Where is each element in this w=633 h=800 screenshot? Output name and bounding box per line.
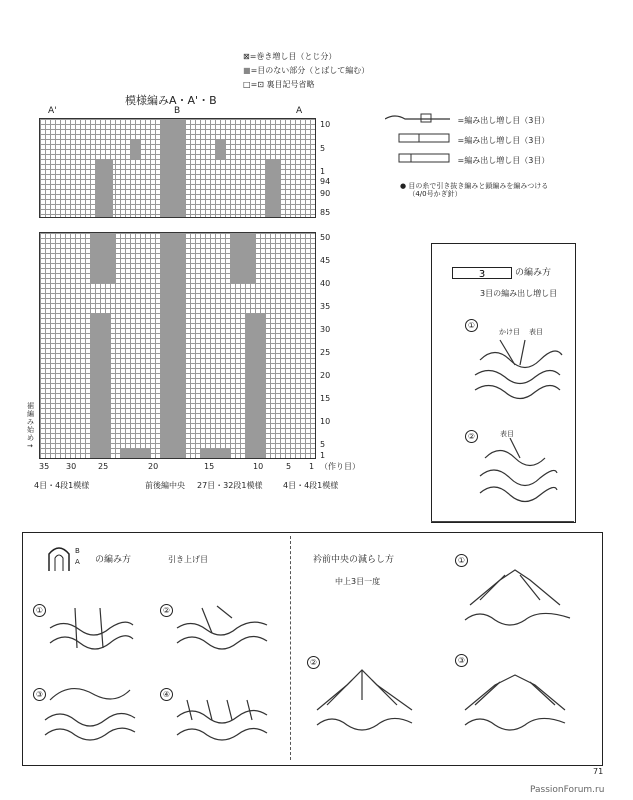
knitting-illustration bbox=[40, 680, 140, 745]
step-number: ② bbox=[465, 424, 478, 443]
row-number: 45 bbox=[320, 256, 331, 265]
increase-symbol-icon bbox=[385, 133, 455, 143]
step-number: ② bbox=[160, 598, 173, 617]
step-number: ① bbox=[465, 313, 478, 332]
tag-a: A bbox=[75, 558, 80, 566]
row-number: 35 bbox=[320, 302, 331, 311]
slip-stitch-symbol-icon bbox=[45, 546, 73, 576]
no-stitch-area bbox=[90, 313, 110, 458]
panel-left-title: の編み方 bbox=[95, 555, 132, 565]
legend-right-4: ● 目の糸で引き抜き編みと鎖編みを編みつける（4/0号かぎ針） bbox=[400, 182, 549, 198]
row-number: 30 bbox=[320, 325, 331, 334]
col-label-a: A bbox=[296, 106, 303, 116]
legend-top-3: □=⊡ 裏目記号省略 bbox=[243, 80, 315, 89]
knitting-illustration bbox=[470, 335, 565, 410]
knitting-illustration bbox=[312, 660, 417, 735]
increase-symbol-icon bbox=[385, 113, 455, 123]
no-stitch-area bbox=[130, 139, 140, 159]
row-number: 10 bbox=[320, 120, 331, 129]
no-stitch-area bbox=[265, 159, 280, 217]
col-number: 5 bbox=[286, 462, 292, 471]
start-note: （作り目） bbox=[320, 462, 360, 471]
increase-symbol-icon bbox=[452, 267, 512, 279]
bullet-icon: ● bbox=[400, 182, 407, 190]
row-number: 85 bbox=[320, 208, 331, 217]
no-stitch-area bbox=[160, 119, 185, 217]
panel-right-symbol bbox=[452, 264, 512, 283]
no-stitch-area bbox=[160, 233, 185, 458]
step-number: ① bbox=[455, 548, 468, 567]
row-number: 40 bbox=[320, 279, 331, 288]
knitting-illustration bbox=[45, 603, 135, 653]
legend-symbol: □ bbox=[243, 80, 251, 89]
panel-right-title: の編み方 bbox=[515, 268, 552, 278]
step-number: ③ bbox=[455, 648, 468, 667]
row-number: 15 bbox=[320, 394, 331, 403]
panel-right-subtitle: 3目の編み出し増し目 bbox=[480, 289, 558, 298]
no-stitch-area bbox=[120, 448, 150, 458]
col-number: 35 bbox=[39, 462, 50, 471]
legend-right-3: =編み出し増し目（3目） bbox=[385, 153, 549, 165]
panel-mid-subtitle: 中上3目一度 bbox=[335, 577, 381, 586]
watermark: PassionForum.ru bbox=[530, 785, 605, 795]
no-stitch-area bbox=[230, 233, 255, 283]
no-stitch-area bbox=[90, 233, 115, 283]
chart-grid-upper bbox=[39, 118, 316, 218]
row-number: 94 bbox=[320, 177, 331, 186]
legend-symbol: ⊠ bbox=[243, 52, 250, 61]
row-number: 10 bbox=[320, 417, 331, 426]
step-number: ③ bbox=[33, 682, 46, 701]
row-number: 5 bbox=[320, 144, 326, 153]
bottom-label: 4目・4段1模様 bbox=[283, 481, 339, 490]
row-number: 20 bbox=[320, 371, 331, 380]
page-number: 71 bbox=[593, 767, 604, 776]
no-stitch-area bbox=[215, 139, 225, 159]
knit-label: 表目 bbox=[500, 430, 514, 438]
legend-top-1: ⊠=巻き増し目（とじ分） bbox=[243, 52, 337, 61]
step-number: ① bbox=[33, 598, 46, 617]
col-label-a-prime: A' bbox=[48, 106, 57, 116]
col-number: 10 bbox=[253, 462, 264, 471]
panel-left-subtitle: 引き上げ目 bbox=[168, 555, 208, 564]
legend-right-1: =編み出し増し目（3目） bbox=[385, 113, 549, 125]
row-number: 1 bbox=[320, 167, 326, 176]
panel-divider bbox=[290, 536, 291, 760]
side-note: 裾編み始め→ bbox=[27, 402, 34, 450]
col-number: 25 bbox=[98, 462, 109, 471]
col-number: 1 bbox=[309, 462, 315, 471]
step-number: ② bbox=[307, 650, 320, 669]
increase-symbol-icon bbox=[385, 153, 455, 163]
row-number: 90 bbox=[320, 189, 331, 198]
knitting-illustration bbox=[460, 560, 575, 630]
bottom-label: 4目・4段1模様 bbox=[34, 481, 90, 490]
knitting-illustration bbox=[475, 438, 560, 508]
panel-mid-title: 衿前中央の減らし方 bbox=[313, 555, 395, 565]
step-number: ④ bbox=[160, 682, 173, 701]
knitting-illustration bbox=[172, 603, 277, 653]
col-label-b: B bbox=[174, 106, 181, 116]
col-number: 20 bbox=[148, 462, 159, 471]
bottom-label: 27目・32段1模様 bbox=[197, 481, 263, 490]
panel-divider bbox=[431, 521, 574, 522]
row-number: 5 bbox=[320, 440, 326, 449]
knit-label: 表目 bbox=[529, 328, 543, 336]
knitting-illustration bbox=[460, 660, 570, 735]
row-number: 1 bbox=[320, 451, 326, 460]
legend-symbol: ■ bbox=[243, 66, 251, 75]
col-number: 15 bbox=[204, 462, 215, 471]
knitting-illustration bbox=[172, 685, 277, 745]
yarn-over-label: かけ目 bbox=[499, 328, 520, 336]
bottom-label: 前後編中央 bbox=[145, 481, 185, 490]
col-number: 30 bbox=[66, 462, 77, 471]
legend-top-2: ■=目のない部分（とばして編む） bbox=[243, 66, 370, 75]
row-number: 25 bbox=[320, 348, 331, 357]
tag-b: B bbox=[75, 547, 80, 555]
no-stitch-area bbox=[200, 448, 230, 458]
no-stitch-area bbox=[245, 313, 265, 458]
svg-text:3: 3 bbox=[478, 269, 486, 279]
row-number: 50 bbox=[320, 233, 331, 242]
chart-title: 模様編みA・A'・B bbox=[125, 94, 217, 107]
no-stitch-area bbox=[95, 159, 113, 217]
legend-right-2: =編み出し増し目（3目） bbox=[385, 133, 549, 145]
chart-grid-lower bbox=[39, 232, 316, 459]
